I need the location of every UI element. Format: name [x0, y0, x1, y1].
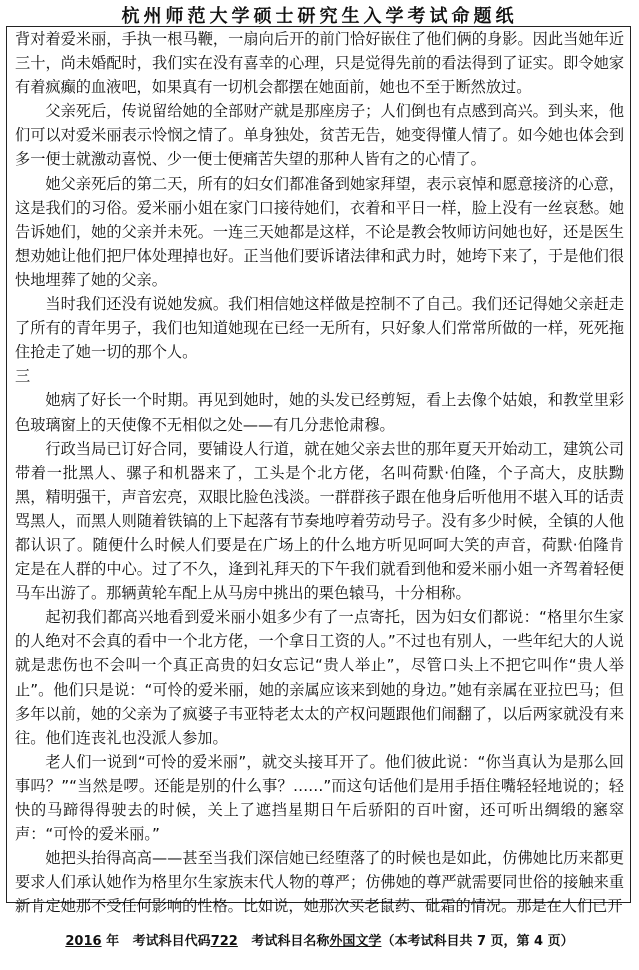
footer-year-suffix: 年: [106, 934, 120, 949]
paragraph: 父亲死后，传说留给她的全部财产就是那座房子；人们倒也有点感到高兴。到头来，他们可以对爱米丽表示怜悯之情了。单身独处，贫苦无告，她变得懂人情了。如今她也体会到多一便士就激动喜悦、少一便士便痛苦失望的那种人皆有之的心情了。: [15, 102, 624, 169]
footer-subject-code: 722: [210, 934, 238, 949]
footer-code-label: 考试科目代码: [132, 934, 211, 949]
paragraph: 行政当局已订好合同，要铺设人行道，就在她父亲去世的那年夏天开始动工，建筑公司带着一批黑人、骡子和机器来了，工头是个北方佬，名叫荷默·伯隆，个子高大，皮肤黝黑，精明强干，声音宏亮，双眼比脸色浅淡。一群群孩子跟在他身后听他用不堪入耳的话责骂黑人，而黑人则随着铁镐的上下起落有节奏地哼着劳动号子。没有多少时候，全镇的人他都认识了。随便什么时候人们要是在广场上的什么地方听见呵呵大笑的声音，荷默·伯隆肯定是在人群的中心。过了不久，逢到礼拜天的下午我们就看到他和爱米丽小姐一齐驾着轻便马车出游了。那辆黄轮车配上从马房中挑出的栗色辕马，十分相称。: [15, 439, 624, 603]
paragraph: 当时我们还没有说她发疯。我们相信她这样做是控制不了自己。我们还记得她父亲赶走了所有的青年男子，我们也知道她现在已经一无所有，只好象人们常常所做的一样，死死拖住抢走了她一切的那个人。: [15, 295, 624, 362]
footer-year: 2016: [65, 934, 102, 949]
paragraph: 起初我们都高兴地看到爱米丽小姐多少有了一点寄托，因为妇女们都说：“格里尔生家的人绝对不会真的看中一个北方佬，一个拿日工资的人。”不过也有别人，一些年纪大的人说就是悲伤也不会叫一个真正高贵的妇女忘记“贵人举止”，尽管口头上不把它叫作“贵人举止”。他们只是说：“可怜的爱米丽，她的亲属应该来到她的身边。”她有亲属在亚拉巴马；但多年以前，她的父亲为了疯婆子韦亚特老太太的产权问题跟他们闹翻了，以后两家就没有来往。他们连丧礼也没派人参加。: [15, 608, 624, 747]
section-heading: 三: [15, 367, 31, 386]
paragraph: 她病了好长一个时期。再见到她时，她的头发已经剪短，看上去像个姑娘，和教堂里彩色玻璃窗上的天使像不无相似之处——有几分悲怆肃穆。: [15, 391, 624, 434]
page-footer: [0, 930, 639, 949]
footer-page-info: （本考试科目共 7 页，第 4 页）: [381, 934, 574, 949]
passage-body: [7, 27, 630, 918]
footer-subject-name: 外国文学: [329, 934, 382, 949]
paragraph: 她把头抬得高高——甚至当我们深信她已经堕落了的时候也是如此，仿佛她比历来都更要求人们承认她作为格里尔生家族末代人物的尊严；仿佛她的尊严就需要同世俗的接触来重新肯定她那不受任何影响的性格。比如说，她那次买老鼠药、砒霜的情况。那是在人们已开: [15, 849, 624, 916]
paragraph: 老人们一说到“可怜的爱米丽”，就交头接耳开了。他们彼此说：“你当真认为是那么回事吗？”“当然是啰。还能是别的什么事？……”而这句话他们是用手捂住嘴轻轻地说的；轻快的马蹄得得驶去的时候，关上了遮挡星期日午后骄阳的百叶窗，还可听出绸缎的窸窣声：“可怜的爱米丽。”: [15, 752, 624, 844]
paragraph: 她父亲死后的第二天，所有的妇女们都准备到她家拜望，表示哀悼和愿意接济的心意，这是我们的习俗。爱米丽小姐在家门口接待她们，衣着和平日一样，脸上没有一丝哀愁。她告诉她们，她的父亲并未死。一连三天她都是这样，不论是教会牧师访问她也好，还是医生想劝她让他们把尸体处理掉也好。正当他们要诉诸法律和武力时，她垮下来了，于是他们很快地埋葬了她的父亲。: [15, 174, 624, 289]
text-frame: [6, 26, 631, 916]
exam-paper-title: 杭州师范大学硕士研究生入学考试命题纸: [121, 6, 518, 27]
footer-name-label: 考试科目名称: [251, 934, 330, 949]
paragraph: 背对着爱米丽，手执一根马鞭，一扇向后开的前门恰好嵌住了他们俩的身影。因此当她年近三十，尚未婚配时，我们实在没有喜幸的心理，只是觉得先前的看法得到了证实。即令她家有着疯癫的血液吧，如果真有一切机会都摆在她面前，她也不至于断然放过。: [15, 30, 624, 97]
